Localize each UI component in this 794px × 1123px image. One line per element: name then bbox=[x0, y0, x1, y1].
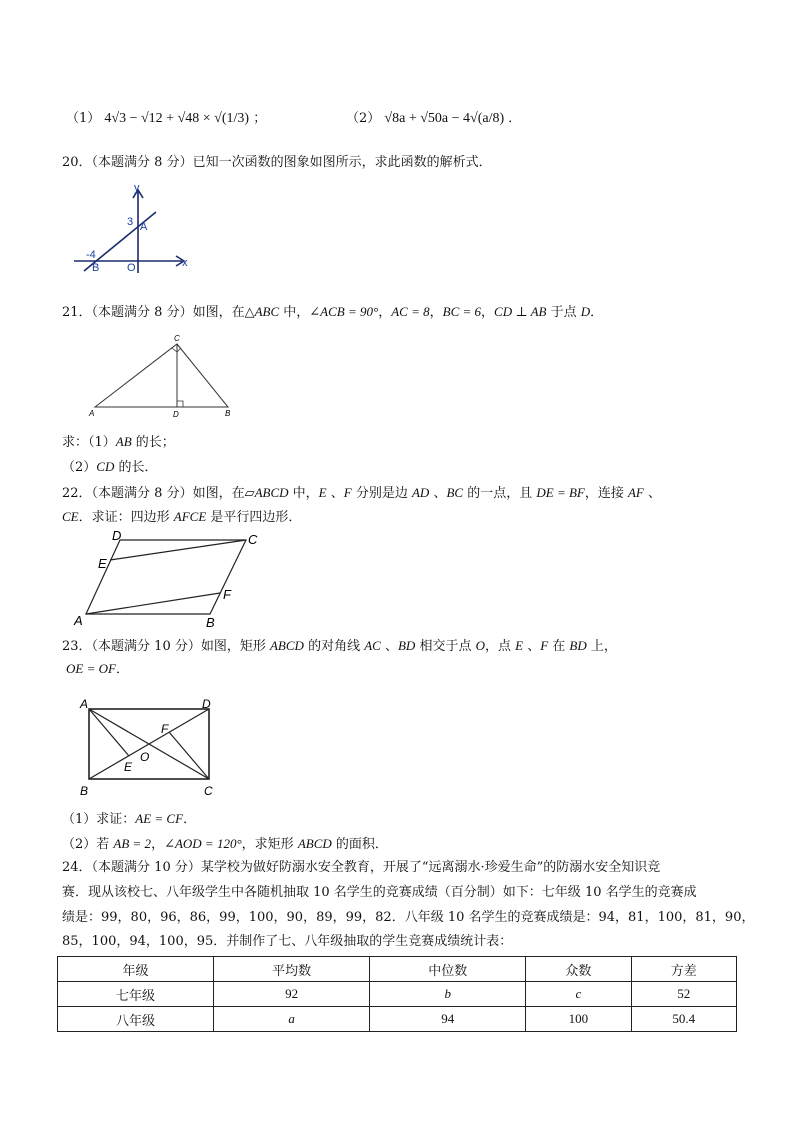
label-A: A bbox=[89, 409, 95, 418]
label-C: C bbox=[204, 784, 213, 798]
label-C: C bbox=[174, 334, 180, 343]
q21-question: 21．（本题满分 8 分）如图，在△ABC 中，∠ACB = 90°，AC = 8，BC = 6，CD ⊥ AB 于点 D． bbox=[62, 304, 604, 320]
table-header-cell: 年级 bbox=[58, 957, 214, 982]
q22-question-line2: CE．求证：四边形 AFCE 是平行四边形． bbox=[62, 509, 302, 525]
table-cell: 52 bbox=[631, 982, 736, 1007]
label-3: 3 bbox=[127, 216, 134, 228]
label-A: A bbox=[74, 613, 83, 628]
label-F: F bbox=[223, 587, 231, 602]
q21-ask1: 求：（1）AB 的长； bbox=[62, 434, 175, 450]
q23-part1: （1）求证：AE = CF． bbox=[62, 811, 197, 827]
table-header-cell: 中位数 bbox=[370, 957, 526, 982]
q24-text-line2: 赛．现从该校七、八年级学生中各随机抽取 10 名学生的竞赛成绩（百分制）如下：七年级 10 名学生的竞赛成 bbox=[62, 885, 697, 900]
q23-question-line2: OE = OF． bbox=[66, 661, 129, 677]
label-A: A bbox=[140, 221, 148, 233]
segment-AF bbox=[86, 593, 220, 614]
table-cell: 92 bbox=[214, 982, 370, 1007]
q19-p1-expression: 4√3 − √12 + √48 × √(1/3) bbox=[104, 111, 250, 126]
parallelogram-ABCD bbox=[86, 540, 246, 614]
q21-triangle-figure bbox=[85, 332, 245, 420]
table-header-row bbox=[58, 957, 737, 982]
triangle-ABC bbox=[95, 344, 228, 407]
q19-part1: （1） 4√3 − √12 + √48 × √(1/3) ； bbox=[66, 111, 267, 126]
q19-part2: （2） √8a + √50a − 4√(a/8) ． bbox=[346, 111, 522, 126]
table-row bbox=[58, 1007, 737, 1032]
table-cell: a bbox=[214, 1007, 370, 1032]
q22-question-line1: 22．（本题满分 8 分）如图，在▱ABCD 中，E 、F 分别是边 AD 、BC 的一点，且 DE = BF，连接 AF 、 bbox=[62, 485, 662, 501]
label-D: D bbox=[112, 530, 122, 543]
table-cell: 八年级 bbox=[58, 1007, 214, 1032]
table-row bbox=[58, 982, 737, 1007]
label-B: B bbox=[80, 784, 89, 798]
q23-question-line1: 23．（本题满分 10 分）如图，矩形 ABCD 的对角线 AC 、BD 相交于点 O，点 E 、F 在 BD 上， bbox=[62, 638, 617, 654]
table-cell: b bbox=[370, 982, 526, 1007]
table-cell: 94 bbox=[370, 1007, 526, 1032]
table-cell: c bbox=[526, 982, 631, 1007]
q22-parallelogram-figure bbox=[70, 530, 270, 630]
q23-part2: （2）若 AB = 2，∠AOD = 120°，求矩形 ABCD 的面积． bbox=[62, 836, 388, 852]
label-O: O bbox=[127, 262, 136, 274]
label-B: B bbox=[206, 615, 215, 630]
table-header-cell: 众数 bbox=[526, 957, 631, 982]
q20-function-graph bbox=[62, 178, 202, 278]
label-C: C bbox=[248, 532, 258, 547]
label-F: F bbox=[161, 722, 169, 736]
label-B: B bbox=[225, 409, 231, 418]
segment-CE bbox=[110, 540, 246, 560]
label-D: D bbox=[173, 410, 179, 419]
label-A: A bbox=[80, 697, 89, 711]
label-D: D bbox=[202, 697, 211, 711]
label-E: E bbox=[98, 556, 107, 571]
table-header-cell: 方差 bbox=[631, 957, 736, 982]
label-minus-4: -4 bbox=[86, 249, 96, 261]
label-E: E bbox=[124, 760, 133, 774]
segment-CF bbox=[169, 732, 209, 779]
q24-text-line1: 24．（本题满分 10 分）某学校为做好防溺水安全教育，开展了“远离溺水·珍爱生命”的防溺水安全知识竞 bbox=[62, 860, 661, 875]
table-cell: 100 bbox=[526, 1007, 631, 1032]
table-header-cell: 平均数 bbox=[214, 957, 370, 982]
label-B: B bbox=[92, 262, 100, 274]
x-label: x bbox=[182, 257, 188, 269]
label-O: O bbox=[140, 750, 150, 764]
q21-ask2: （2）CD 的长． bbox=[62, 459, 158, 475]
right-angle-mark-D bbox=[177, 401, 183, 407]
q24-text-line4: 85，100，94，100，95．并制作了七、八年级抽取的学生竞赛成绩统计表： bbox=[62, 934, 513, 949]
q19-p2-expression: √8a + √50a − 4√(a/8) bbox=[384, 111, 505, 126]
y-label: y bbox=[134, 182, 140, 194]
table-cell: 50.4 bbox=[631, 1007, 736, 1032]
segment-AE bbox=[89, 709, 129, 756]
q23-rectangle-figure bbox=[74, 695, 224, 801]
table-cell: 七年级 bbox=[58, 982, 214, 1007]
q20-question: 20．（本题满分 8 分）已知一次函数的图象如图所示，求此函数的解析式． bbox=[62, 155, 492, 170]
q24-text-line3: 绩是：99，80，96，86，99，100，90，89，99，82．八年级 10 名学生的竞赛成绩是：94，81，100，81，90， bbox=[62, 910, 755, 925]
q24-stats-table bbox=[57, 956, 737, 1032]
